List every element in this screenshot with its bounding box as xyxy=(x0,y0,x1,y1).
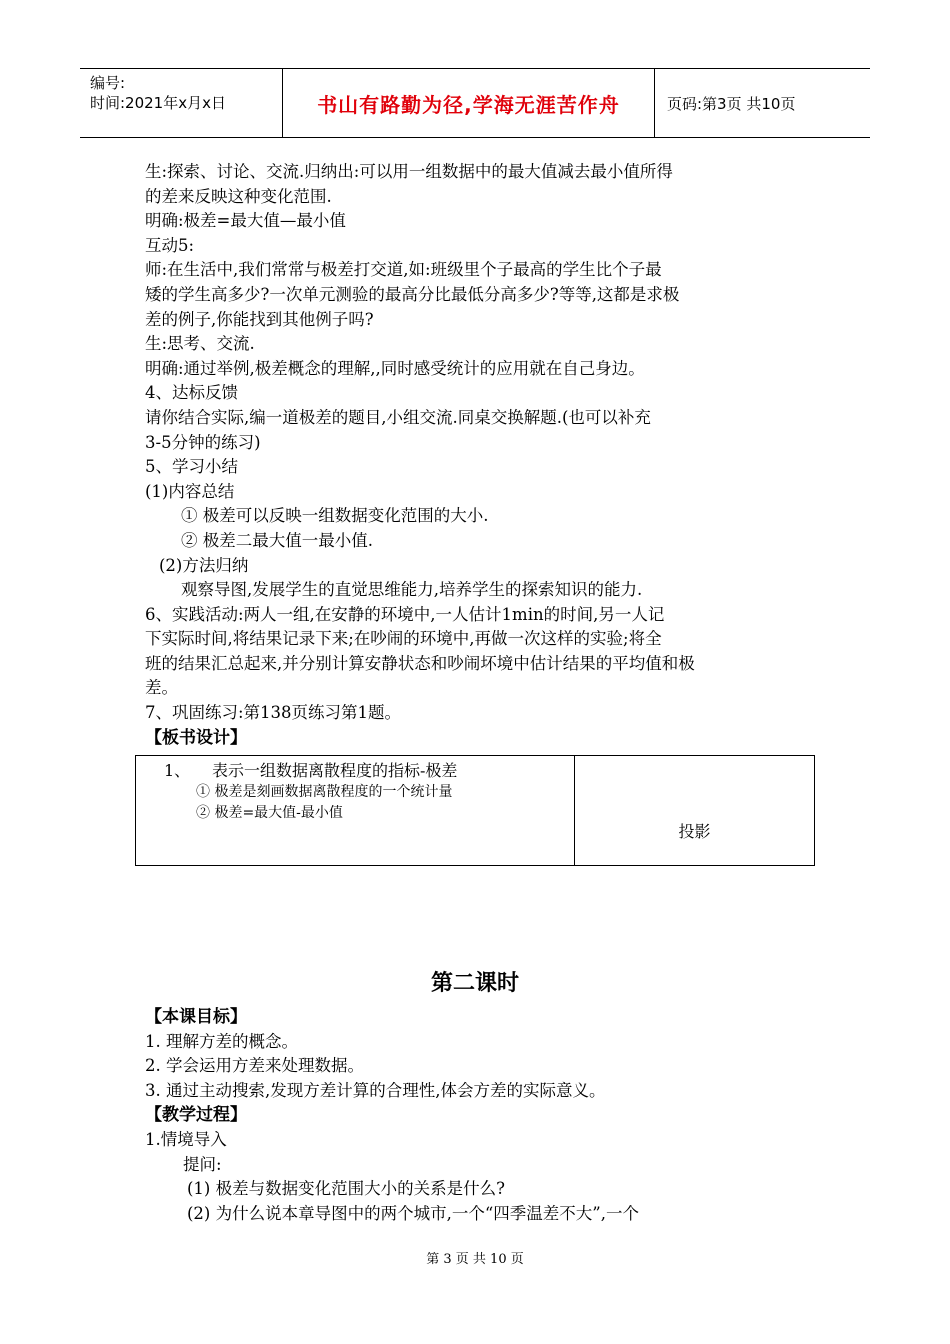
lesson2-title: 第二课时 xyxy=(430,971,519,996)
body-line: 明确:极差=最大值—最小值 xyxy=(145,211,346,231)
goal-item: 2. 学会运用方差来处理数据。 xyxy=(145,1056,364,1076)
number-label: 编号: xyxy=(90,74,126,92)
ask-line: 提问: xyxy=(183,1154,222,1174)
summary-item: ① 极差可以反映一组数据变化范围的大小. xyxy=(181,506,489,526)
body-line: 生:探索、讨论、交流.归纳出:可以用一组数据中的最大值减去最小值所得 xyxy=(145,162,673,181)
board-title-number: 1、 xyxy=(164,761,191,780)
board-right-cell: 投影 xyxy=(678,822,711,841)
body-line: 矮的学生高多少?一次单元测验的最高分比最低分高多少?等等,这都是求极 xyxy=(145,284,680,304)
board-left-cell xyxy=(136,756,575,865)
body-line: 6、实践活动:两人一组,在安静的环境中,一人估计1min的时间,另一人记 xyxy=(145,604,665,624)
board-title-text: 表示一组数据离散程度的指标-极差 xyxy=(212,761,458,780)
body-line: 下实际时间,将结果记录下来;在吵闹的环境中,再做一次这样的实验;将全 xyxy=(145,629,662,649)
question-1: (1) 极差与数据变化范围大小的关系是什么? xyxy=(187,1179,505,1199)
header-left-cell xyxy=(80,69,282,137)
lesson2-body xyxy=(145,1005,825,1226)
intro-line: 1.情境导入 xyxy=(145,1129,227,1149)
body-line: 3-5分钟的练习) xyxy=(145,432,261,452)
time-label: 时间:2021年x月x日 xyxy=(90,94,226,112)
goals-heading: 【本课目标】 xyxy=(145,1007,247,1027)
body-line: 5、学习小结 xyxy=(145,457,238,477)
question-2: (2) 为什么说本章导图中的两个城市,一个“四季温差不大”,一个 xyxy=(187,1203,639,1223)
goal-item: 1. 理解方差的概念。 xyxy=(145,1031,298,1051)
board-design-table xyxy=(135,755,815,866)
board-title xyxy=(164,760,574,782)
body-line: 7、巩固练习:第138页练习第1题。 xyxy=(145,703,402,723)
header-page-code: 页码:第3页 共10页 xyxy=(667,94,796,113)
header-motto: 书山有路勤为径,学海无涯苦作舟 xyxy=(282,69,655,137)
page-footer: 第 3 页 共 10 页 xyxy=(426,1252,524,1267)
body-line: 师:在生活中,我们常常与极差打交道,如:班级里个子最高的学生比个子最 xyxy=(145,260,662,280)
body-line: 差。 xyxy=(145,678,178,698)
process-heading: 【教学过程】 xyxy=(145,1105,247,1126)
summary-content-label: (1)内容总结 xyxy=(145,481,235,501)
body-line: 明确:通过举例,极差概念的理解,,同时感受统计的应用就在自己身边。 xyxy=(145,358,645,378)
body-line: 请你结合实际,编一道极差的题目,小组交流.同桌交换解题.(也可以补充 xyxy=(145,407,651,427)
summary-method-label: (2)方法归纳 xyxy=(159,555,249,575)
body-line: 差的例子,你能找到其他例子吗? xyxy=(145,309,374,329)
board-heading: 【板书设计】 xyxy=(145,727,247,748)
body-line: 班的结果汇总起来,并分别计算安静状态和吵闹坏境中估计结果的平均值和极 xyxy=(145,653,695,673)
board-item: ② 极差=最大值-最小值 xyxy=(196,805,343,821)
body-line: 生:思考、交流. xyxy=(145,334,255,354)
body-line: 互动5: xyxy=(145,235,195,255)
lesson-body xyxy=(145,160,810,750)
body-line: 4、达标反馈 xyxy=(145,383,238,403)
board-item: ① 极差是刻画数据离散程度的一个统计量 xyxy=(196,784,453,800)
body-line: 的差来反映这种变化范围. xyxy=(145,186,332,206)
summary-method-text: 观察导图,发展学生的直觉思维能力,培养学生的探索知识的能力. xyxy=(181,580,643,600)
goal-item: 3. 通过主动搜索,发现方差计算的合理性,体会方差的实际意义。 xyxy=(145,1080,606,1100)
summary-item: ② 极差二最大值一最小值. xyxy=(181,530,373,550)
page-header xyxy=(80,68,870,138)
